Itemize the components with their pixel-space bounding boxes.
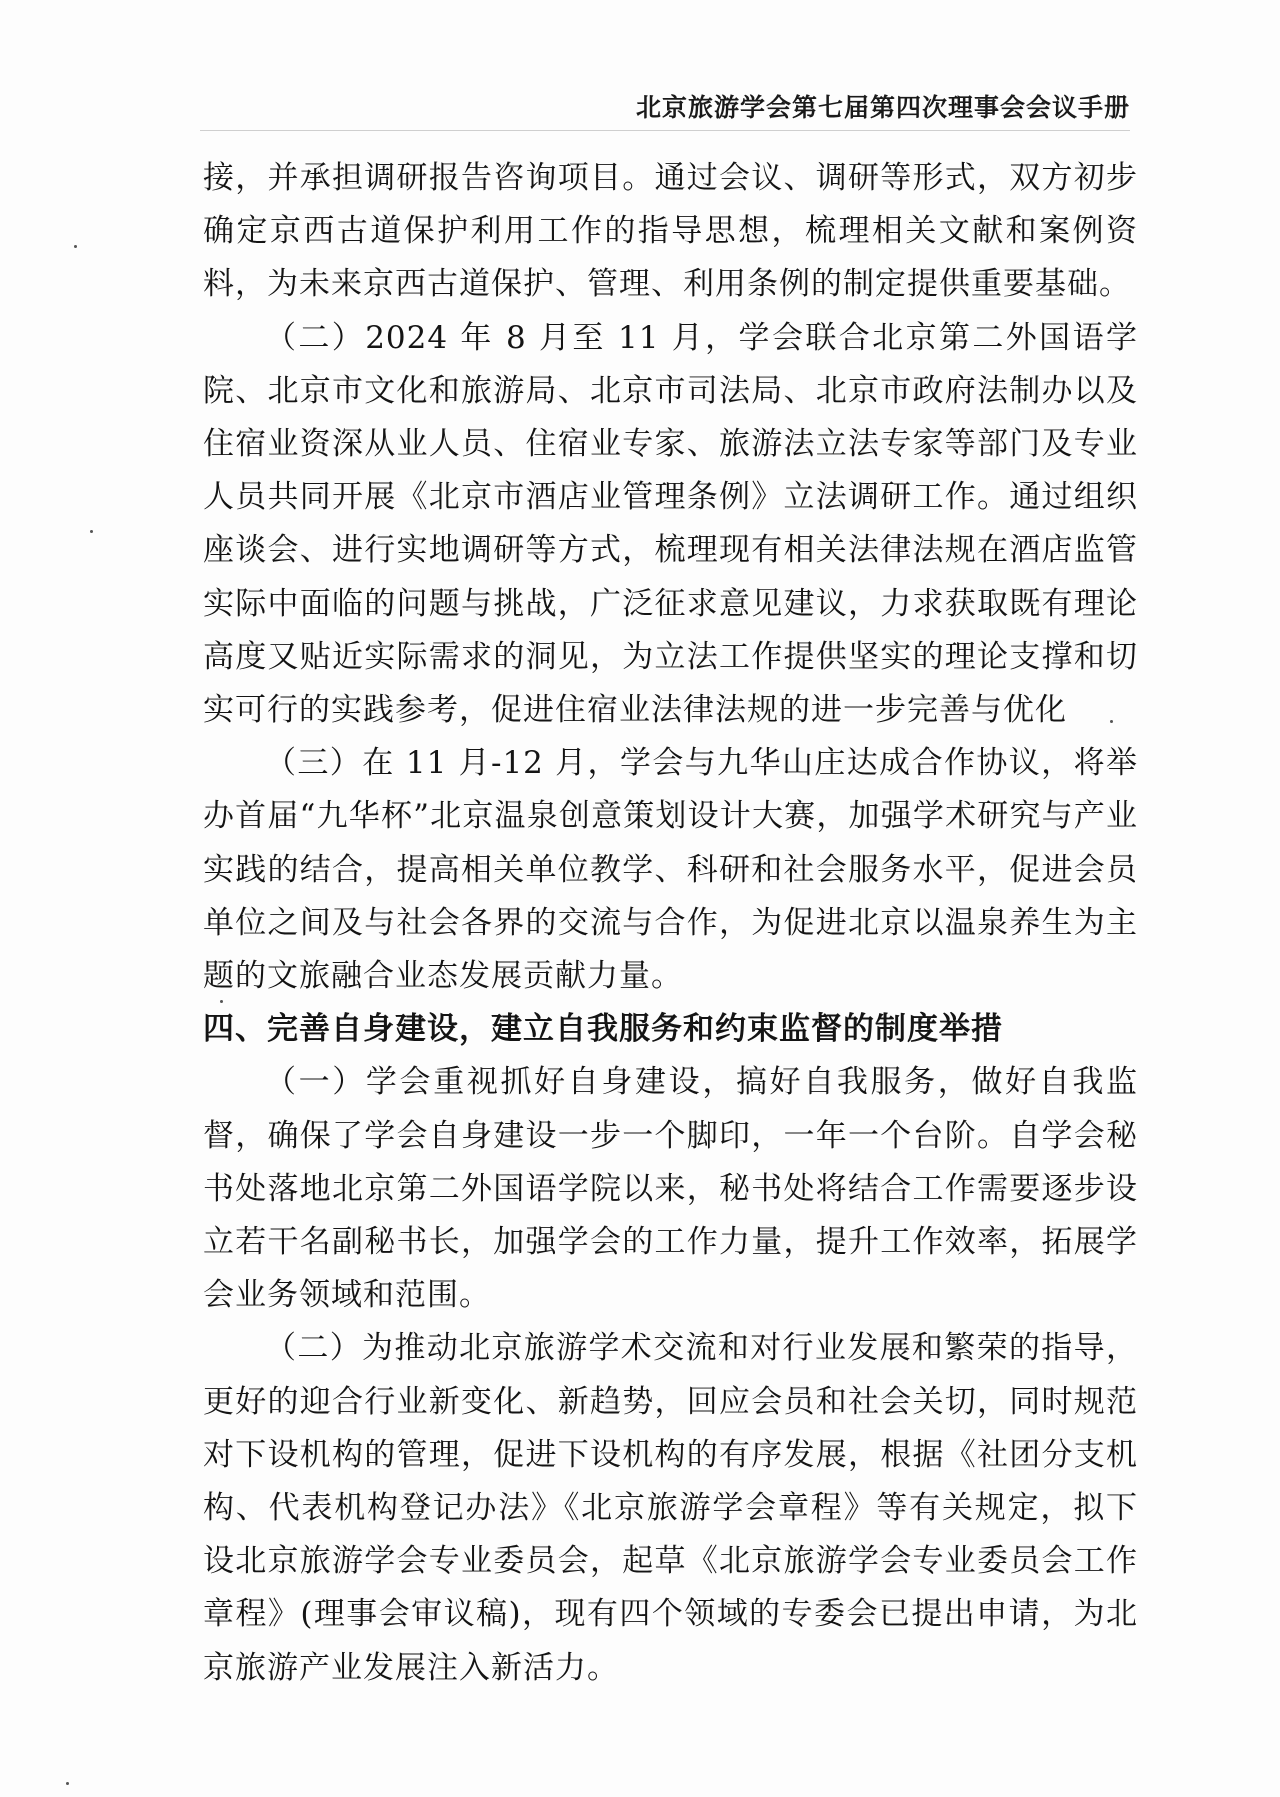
- paragraph-item-2-committees: （二）为推动北京旅游学术交流和对行业发展和繁荣的指导，更好的迎合行业新变化、新趋势，回应会员和社会关切，同时规范对下设机构的管理，促进下设机构的有序发展，根据《社团分支机构、代表机构登记办法》《北京旅游学会章程》等有关规定，拟下设北京旅游学会专业委员会，起草《北京旅游学会专业委员会工作章程》(理事会审议稿)，现有四个领域的专委会已提出申请，为北京旅游产业发展注入新活力。: [203, 1330, 1138, 1686]
- scan-speck: [90, 530, 93, 533]
- scan-speck: [220, 1000, 223, 1003]
- section-heading: 四、完善自身建设，建立自我服务和约束监督的制度举措: [203, 1011, 1003, 1048]
- header-divider: [200, 130, 1130, 131]
- scan-speck: [66, 1782, 69, 1785]
- running-header: 北京旅游学会第七届第四次理事会会议手册: [635, 93, 1130, 122]
- paragraph-item-1-self-building: （一）学会重视抓好自身建设，搞好自我服务，做好自我监督，确保了学会自身建设一步一个脚印，一年一个台阶。自学会秘书处落地北京第二外国语学院以来，秘书处将结合工作需要逐步设立若干名副秘书长，加强学会的工作力量，提升工作效率，拓展学会业务领域和范围。: [203, 1064, 1138, 1314]
- scan-speck: [1110, 720, 1113, 723]
- paragraph-item-3: （三）在 11 月-12 月，学会与九华山庄达成合作协议，将举办首届“九华杯”北京温泉创意策划设计大赛，加强学术研究与产业实践的结合，提高相关单位教学、科研和社会服务水平，促进会员单位之间及与社会各界的交流与合作，为促进北京以温泉养生为主题的文旅融合业态发展贡献力量。: [203, 745, 1138, 995]
- document-body: [203, 152, 1138, 1695]
- paragraph-item-2: （二）2024 年 8 月至 11 月，学会联合北京第二外国语学院、北京市文化和旅游局、北京市司法局、北京市政府法制办以及住宿业资深从业人员、住宿业专家、旅游法立法专家等部门及专业人员共同开展《北京市酒店业管理条例》立法调研工作。通过组织座谈会、进行实地调研等方式，梳理现有相关法律法规在酒店监管实际中面临的问题与挑战，广泛征求意见建议，力求获取既有理论高度又贴近实际需求的洞见，为立法工作提供坚实的理论支撑和切实可行的实践参考，促进住宿业法律法规的进一步完善与优化: [203, 319, 1138, 729]
- paragraph-continuation: 接，并承担调研报告咨询项目。通过会议、调研等形式，双方初步确定京西古道保护利用工作的指导思想，梳理相关文献和案例资料，为未来京西古道保护、管理、利用条例的制定提供重要基础。: [203, 160, 1138, 303]
- scan-speck: [74, 245, 77, 248]
